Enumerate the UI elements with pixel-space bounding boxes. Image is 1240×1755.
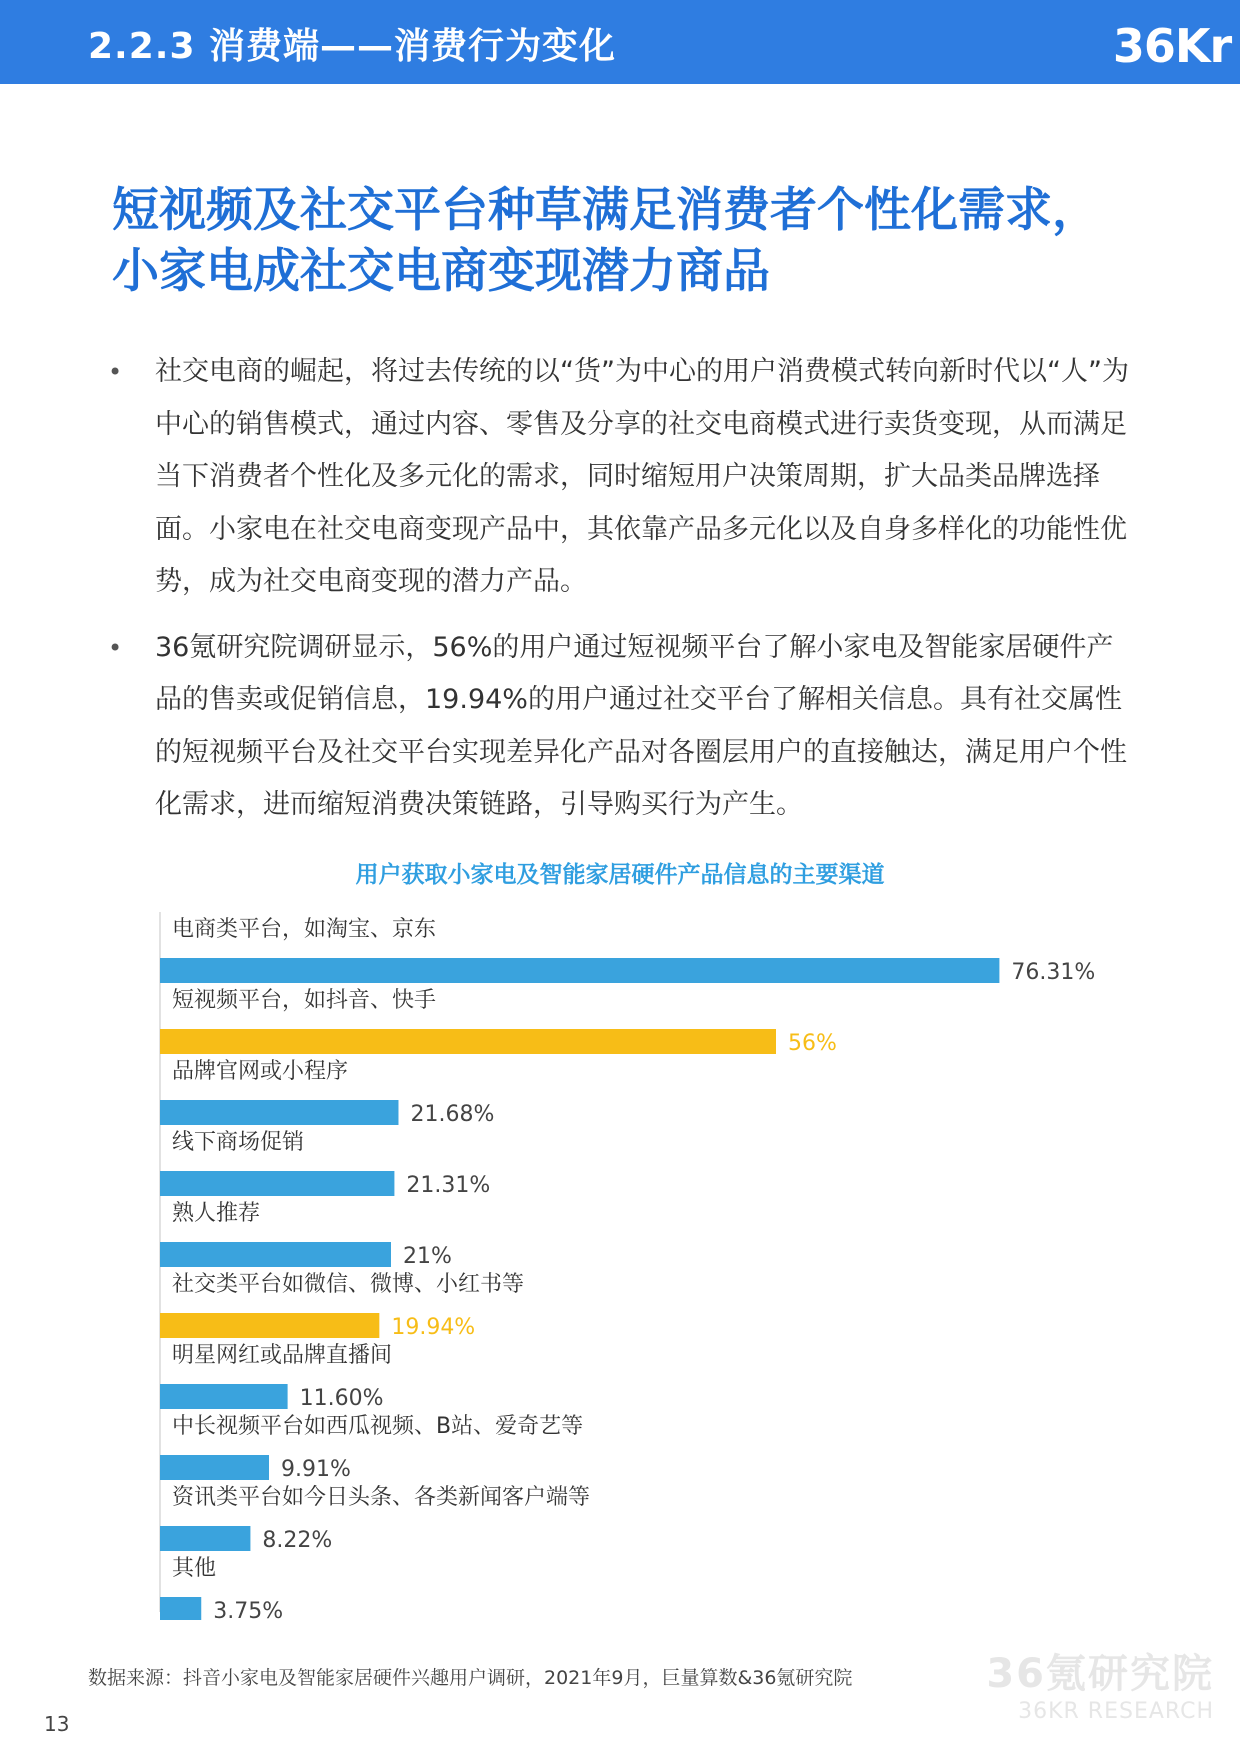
category-label: 中长视频平台如西瓜视频、B站、爱奇艺等	[172, 1414, 584, 1439]
watermark-sub: 36KR RESEARCH	[1018, 1699, 1214, 1724]
value-label: 3.75%	[213, 1599, 284, 1620]
value-label: 21.68%	[410, 1102, 495, 1127]
bar	[160, 958, 999, 983]
value-label: 19.94%	[391, 1315, 476, 1340]
value-label: 76.31%	[1011, 960, 1096, 985]
bullet-marker: •	[108, 633, 123, 662]
category-label: 电商类平台，如淘宝、京东	[172, 917, 437, 942]
bullet-text: 36氪研究院调研显示，56%的用户通过短视频平台了解小家电及智能家居硬件产品的售卖或促销信息，19.94%的用户通过社交平台了解相关信息。具有社交属性的短视频平台及社交平台实现差异化产品对各圈层用户的直接触达，满足用户个性化需求，进而缩短消费决策链路，引导购买行为产生。	[155, 631, 1127, 820]
headline	[112, 180, 1142, 302]
bullet-item	[105, 346, 1140, 609]
headline-line-2: 小家电成社交电商变现潜力商品	[112, 244, 770, 299]
section-title: 2.2.3 消费端——消费行为变化	[88, 26, 617, 67]
page-number: 13	[44, 1712, 70, 1736]
category-label: 品牌官网或小程序	[172, 1059, 349, 1084]
bullet-list	[105, 346, 1140, 845]
bar-chart	[0, 900, 1240, 1620]
bullet-item	[105, 622, 1140, 832]
chart-title: 用户获取小家电及智能家居硬件产品信息的主要渠道	[355, 862, 885, 888]
bullet-marker: •	[108, 358, 123, 386]
header-bar	[0, 0, 1240, 84]
value-label: 21.31%	[406, 1173, 491, 1198]
headline-line-1: 短视频及社交平台种草满足消费者个性化需求，	[112, 183, 1099, 238]
watermark-main: 36氪研究院	[986, 1651, 1214, 1697]
bar	[160, 1597, 201, 1620]
bar	[160, 1242, 391, 1267]
value-label: 9.91%	[281, 1457, 351, 1482]
data-source: 数据来源：抖音小家电及智能家居硬件兴趣用户调研，2021年9月，巨量算数&36氪研究院	[88, 1667, 853, 1689]
bar	[160, 1171, 394, 1196]
bar	[160, 1313, 379, 1338]
bar	[160, 1455, 269, 1480]
bullet-text: 社交电商的崛起，将过去传统的以“货”为中心的用户消费模式转向新时代以“人”为中心的销售模式，通过内容、零售及分享的社交电商模式进行卖货变现，从而满足当下消费者个性化及多元化的需求，同时缩短用户决策周期，扩大品类品牌选择面。小家电在社交电商变现产品中，其依靠产品多元化以及自身多样化的功能性优势，成为社交电商变现的潜力产品。	[155, 356, 1129, 597]
brand-logo-text: 36Kr	[1112, 19, 1232, 73]
category-label: 熟人推荐	[172, 1201, 261, 1226]
category-label: 明星网红或品牌直播间	[172, 1343, 393, 1368]
value-label: 8.22%	[262, 1528, 333, 1553]
value-label: 21%	[403, 1244, 452, 1269]
category-label: 资讯类平台如今日头条、各类新闻客户端等	[172, 1485, 591, 1510]
category-label: 社交类平台如微信、微博、小红书等	[172, 1272, 525, 1297]
bar	[160, 1384, 288, 1409]
category-label: 其他	[172, 1556, 217, 1581]
brand-logo	[1080, 0, 1240, 84]
category-label: 线下商场促销	[172, 1130, 305, 1155]
watermark	[986, 1650, 1214, 1726]
bar	[160, 1100, 398, 1125]
category-label: 短视频平台，如抖音、快手	[172, 988, 437, 1013]
value-label: 56%	[788, 1031, 837, 1056]
bar	[160, 1526, 250, 1551]
value-label: 11.60%	[299, 1386, 384, 1411]
bar	[160, 1029, 776, 1054]
